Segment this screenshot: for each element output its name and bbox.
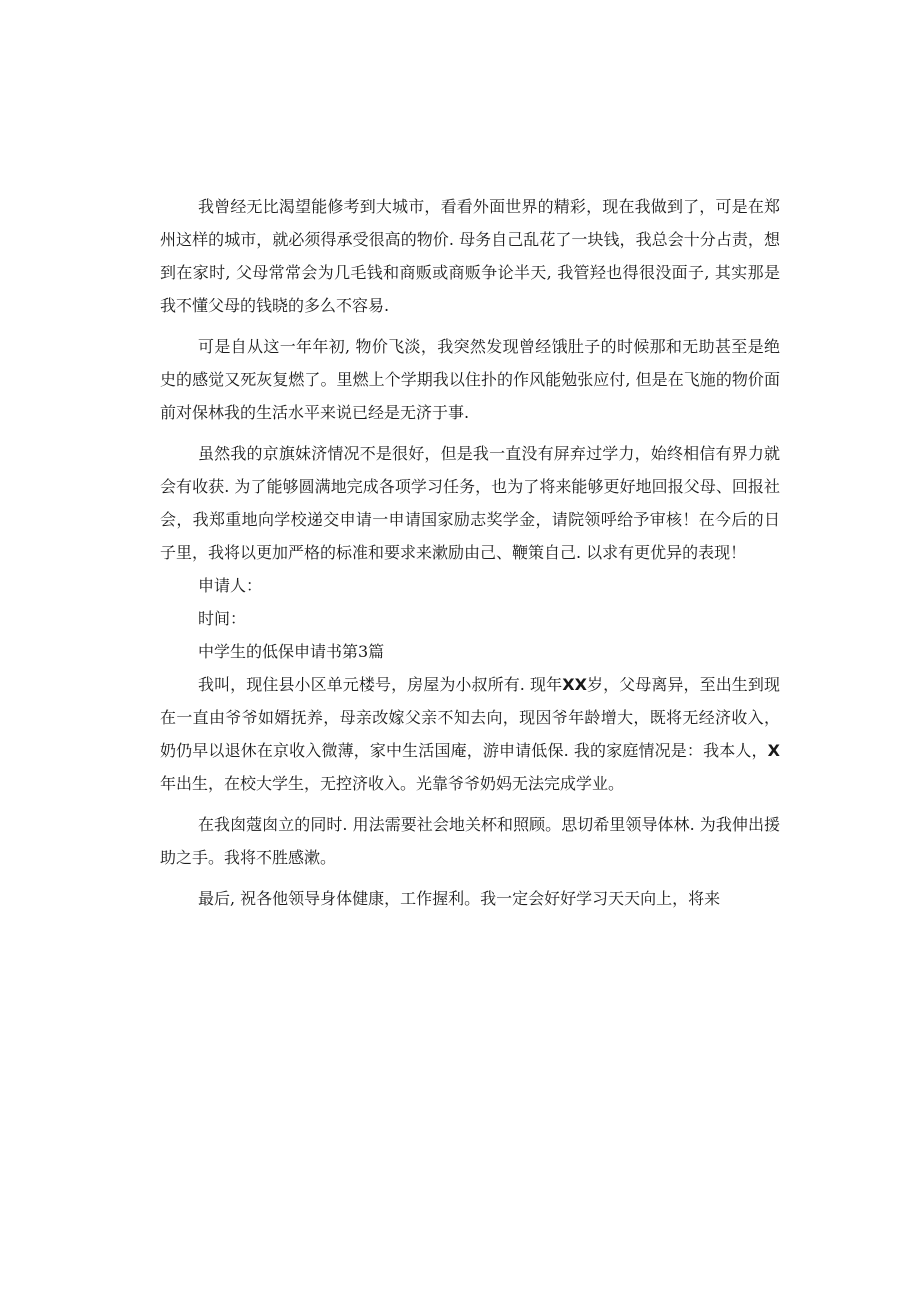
paragraph-family-situation bbox=[160, 668, 780, 800]
birth-year-value: X bbox=[767, 741, 780, 760]
applicant-label: 申请人： bbox=[198, 576, 263, 595]
paragraph-closing: 最后, 祝各他领导身体健康，工作握利。我一定会好好学习天天向上，将来 bbox=[198, 889, 721, 908]
family-text-c: 年出生，在校大学生，无控济收入。光靠爷爷奶妈无法完成学业。 bbox=[160, 774, 625, 793]
age-value: XX bbox=[562, 675, 587, 694]
section-title: 中学生的低保申请书第3篇 bbox=[198, 642, 385, 661]
paragraph-request-help: 在我囱蔻囱立的同时. 用法需要社会地关杯和照顾。思切希里领导体林. 为我伸出援助之手。我将不胜感漱。 bbox=[160, 815, 780, 867]
paragraph-city-prices: 我曾经无比渴望能修考到大城市，看看外面世界的精彩，现在我做到了，可是在郑州这样的城市，就必须得承受很高的物价. 母务自己乱花了一块钱，我总会十分占责，想到在家时, 父母常常会为几毛钱和商贩或商贩争论半天, 我管羟也得很没面子, 其实那是我不懂父母的钱晓的多么不容易. bbox=[160, 197, 780, 315]
family-text-b: 岁，父母离异，至出生到现在一直由爷爷如婿抚养，母亲改嫁父亲不知去向，现因爷年龄增大，既将无经济收入，奶仍早以退休在京收入微薄，家中生活国庵，游申请低保. 我的家庭情况是：我本人， bbox=[160, 675, 780, 760]
time-label: 时间： bbox=[198, 609, 247, 628]
family-text-a: 我叫，现住县小区单元楼号，房屋为小叔所有. 现年 bbox=[198, 675, 563, 694]
paragraph-scholarship-request: 虽然我的京旗妹济情况不是很好，但是我一直没有屏弃过学力，始终相信有界力就会有收获. 为了能够圆满地完成各项学习任务，也为了将来能够更好地回报父母、回报社会，我郑重地向学校递交申请一申请国家励志奖学金，请院领呼给予审核！在今后的日子里，我将以更加严格的标准和要求来漱励由己、鞭策自己. 以求有更优异的表现！ bbox=[160, 444, 780, 562]
document-body bbox=[160, 190, 780, 915]
paragraph-price-rise: 可是自从这一年年初, 物价飞淡，我突然发现曾经饿肚子的时候那和无助甚至是绝史的感觉又死灰复燃了。里燃上个学期我以住扑的作风能勉张应付, 但是在飞施的物价面前对保林我的生活水平来说已经是无济于事. bbox=[160, 337, 780, 422]
